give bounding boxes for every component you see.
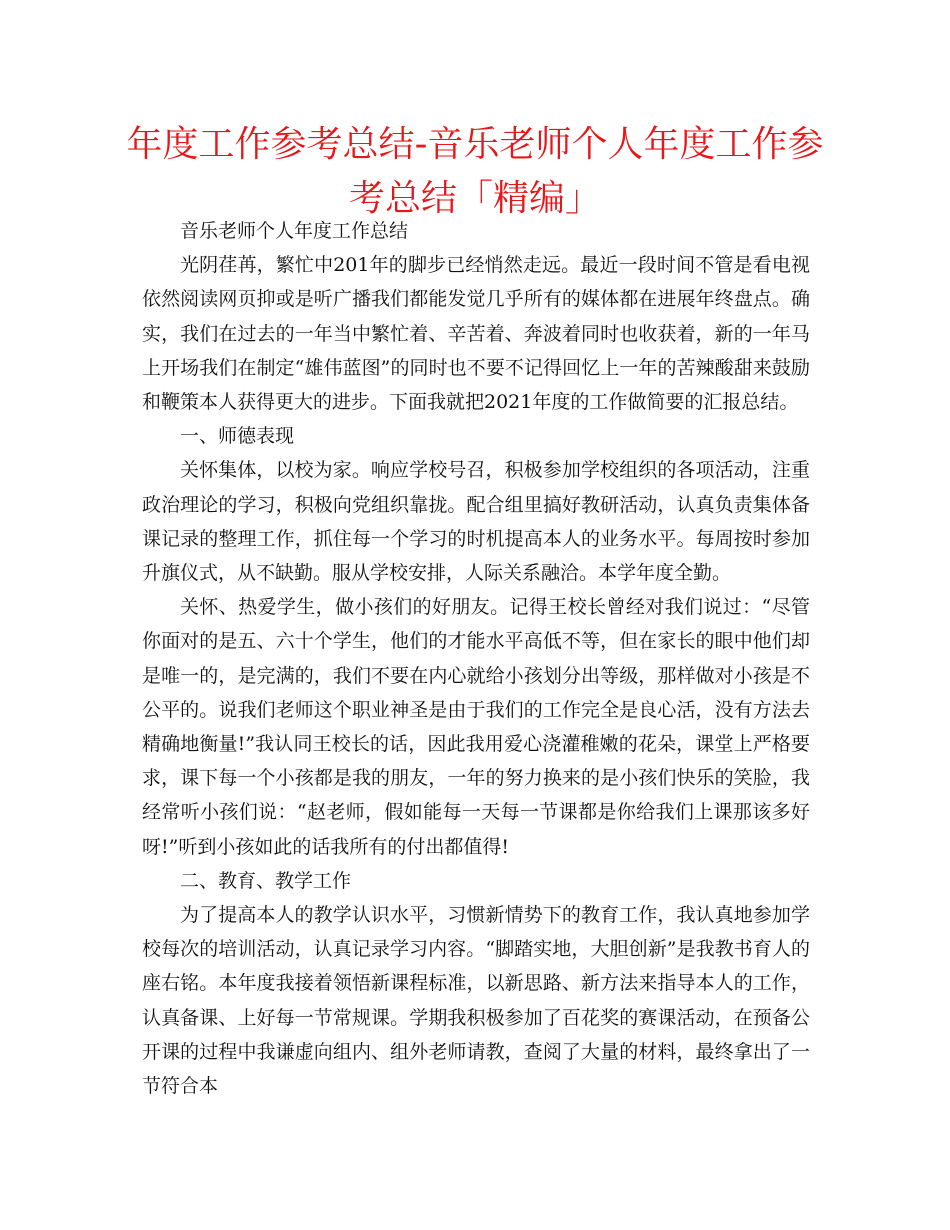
document-body	[142, 214, 810, 1103]
section-heading-ethics: 一、师德表现	[180, 425, 295, 448]
document-title: 年度工作参考总结-音乐老师个人年度工作参考总结「精编」	[126, 124, 824, 219]
body-paragraph: 为了提高本人的教学认识水平，习惯新情势下的教育工作，我认真地参加学校每次的培训活动，认真记录学习内容。“脚踏实地，大胆创新”是我教书育人的座右铭。本年度我接着领悟新课程标准，以新思路、新方法来指导本人的工作，认真备课、上好每一节常规课。学期我积极参加了百花奖的赛课活动，在预备公开课的过程中我谦虚向组内、组外老师请教，查阅了大量的材料，最终拿出了一节符合本	[142, 904, 810, 1098]
body-paragraph: 关怀、热爱学生，做小孩们的好朋友。记得王校长曾经对我们说过：“尽管你面对的是五、六十个学生，他们的才能水平高低不等，但在家长的眼中他们却是唯一的，是完满的，我们不要在内心就给小孩划分出等级，那样做对小孩是不公平的。说我们老师这个职业神圣是由于我们的工作完全是良心活，没有方法去精确地衡量!”我认同王校长的话，因此我用爱心浇灌稚嫩的花朵，课堂上严格要求，课下每一个小孩都是我的朋友，一年的努力换来的是小孩们快乐的笑脸，我经常听小孩们说：“赵老师，假如能每一天每一节课都是你给我们上课那该多好呀!”听到小孩如此的话我所有的付出都值得!	[142, 596, 810, 858]
subtitle-paragraph: 音乐老师个人年度工作总结	[180, 220, 409, 242]
body-paragraph: 关怀集体，以校为家。响应学校号召，积极参加学校组织的各项活动，注重政治理论的学习，积极向党组织靠拢。配合组里搞好教研活动，认真负责集体备课记录的整理工作，抓住每一个学习的时机提高本人的业务水平。每周按时参加升旗仪式，从不缺勤。服从学校安排，人际关系融洽。本学年度全勤。	[142, 459, 810, 585]
intro-paragraph: 光阴荏苒，繁忙中201年的脚步已经悄然走远。最近一段时间不管是看电视依然阅读网页抑或是听广播我们都能发觉几乎所有的媒体都在进展年终盘点。确实，我们在过去的一年当中繁忙着、辛苦着、奔波着同时也收获着，新的一年马上开场我们在制定“雄伟蓝图”的同时也不要不记得回忆上一年的苦辣酸甜来鼓励和鞭策本人获得更大的进步。下面我就把2021年度的工作做简要的汇报总结。	[142, 254, 810, 414]
section-heading-teaching: 二、教育、教学工作	[180, 869, 352, 892]
